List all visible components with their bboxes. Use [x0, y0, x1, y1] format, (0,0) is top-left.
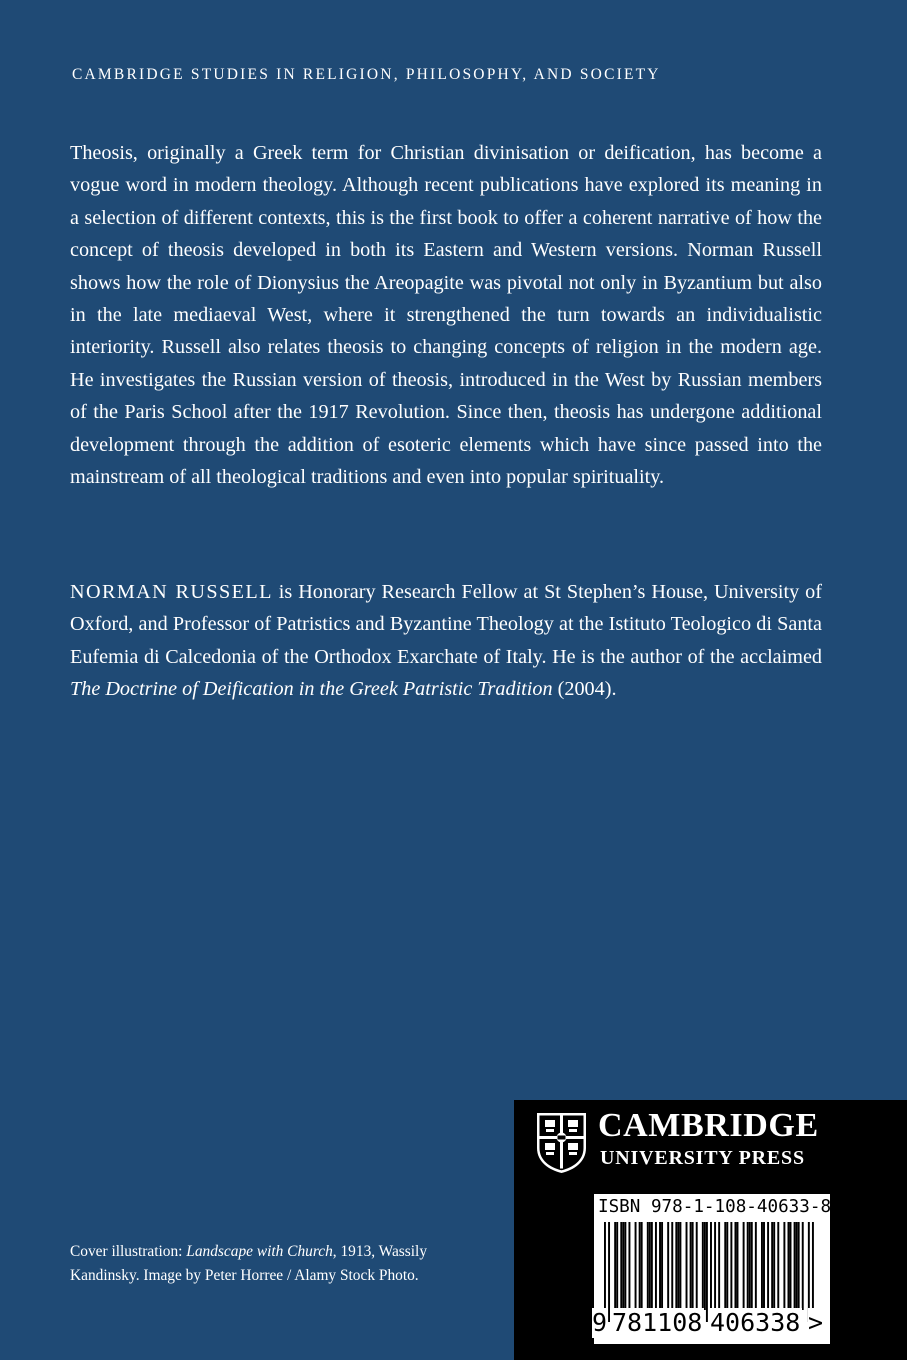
cover-credit	[70, 1240, 490, 1287]
cambridge-shield-icon	[536, 1112, 587, 1174]
barcode-first-digit: 9	[592, 1308, 608, 1337]
publisher-panel	[514, 1100, 907, 1360]
barcode-arrow: >	[808, 1308, 824, 1337]
barcode-left-group: 781108	[612, 1308, 703, 1337]
cover-credit-prefix: Cover illustration:	[70, 1243, 187, 1260]
isbn-barcode	[594, 1194, 830, 1344]
barcode-right-group: 406338	[710, 1308, 801, 1337]
previous-book-title: The Doctrine of Deification in the Greek Patristic Tradition	[70, 678, 553, 701]
author-bio	[70, 576, 822, 706]
cover-credit-rest: , 1913, Wassily Kandinsky. Image by Peter Horree / Alamy Stock Photo.	[70, 1243, 428, 1284]
author-name: NORMAN RUSSELL	[70, 581, 273, 603]
author-bio-text: is Honorary Research Fellow at St Stephen’s House, University of Oxford, and Professor of Patristics and Byzantine Theology at the Istituto Teologico di Santa Eufemia di Calcedonia of the Orthodox Exarchate of Italy. He is the author of the acclaimed	[70, 581, 822, 668]
book-description: Theosis, originally a Greek term for Christian divinisation or deification, has become a vogue word in modern theology. Although recent publications have explored its meaning in a selection of different contexts, this is the first book to offer a coherent narrative of how the concept of theosis developed in both its Eastern and Western versions. Norman Russell shows how the role of Dionysius the Areopagite was pivotal not only in Byzantium but also in the late mediaeval West, where it strengthened the turn towards an individualistic interiority. Russell also relates theosis to changing concepts of religion in the modern age. He investigates the Russian version of theosis, introduced in the West by Russian members of the Paris School after the 1917 Revolution. Since then, theosis has undergone additional development through the addition of esoteric elements which have since passed into the mainstream of all theological traditions and even into popular spirituality.	[70, 142, 822, 489]
publisher-subtitle: UNIVERSITY PRESS	[600, 1147, 805, 1169]
isbn-label: ISBN 978-1-108-40633-8	[598, 1197, 832, 1217]
series-title: CAMBRIDGE STUDIES IN RELIGION, PHILOSOPHY, AND SOCIETY	[72, 66, 661, 83]
previous-book-year: (2004).	[552, 678, 617, 701]
barcode-bars-icon	[604, 1222, 814, 1322]
barcode-digits	[594, 1308, 830, 1342]
publisher-name: CAMBRIDGE	[598, 1107, 819, 1144]
cover-artwork-title: Landscape with Church	[186, 1243, 333, 1260]
